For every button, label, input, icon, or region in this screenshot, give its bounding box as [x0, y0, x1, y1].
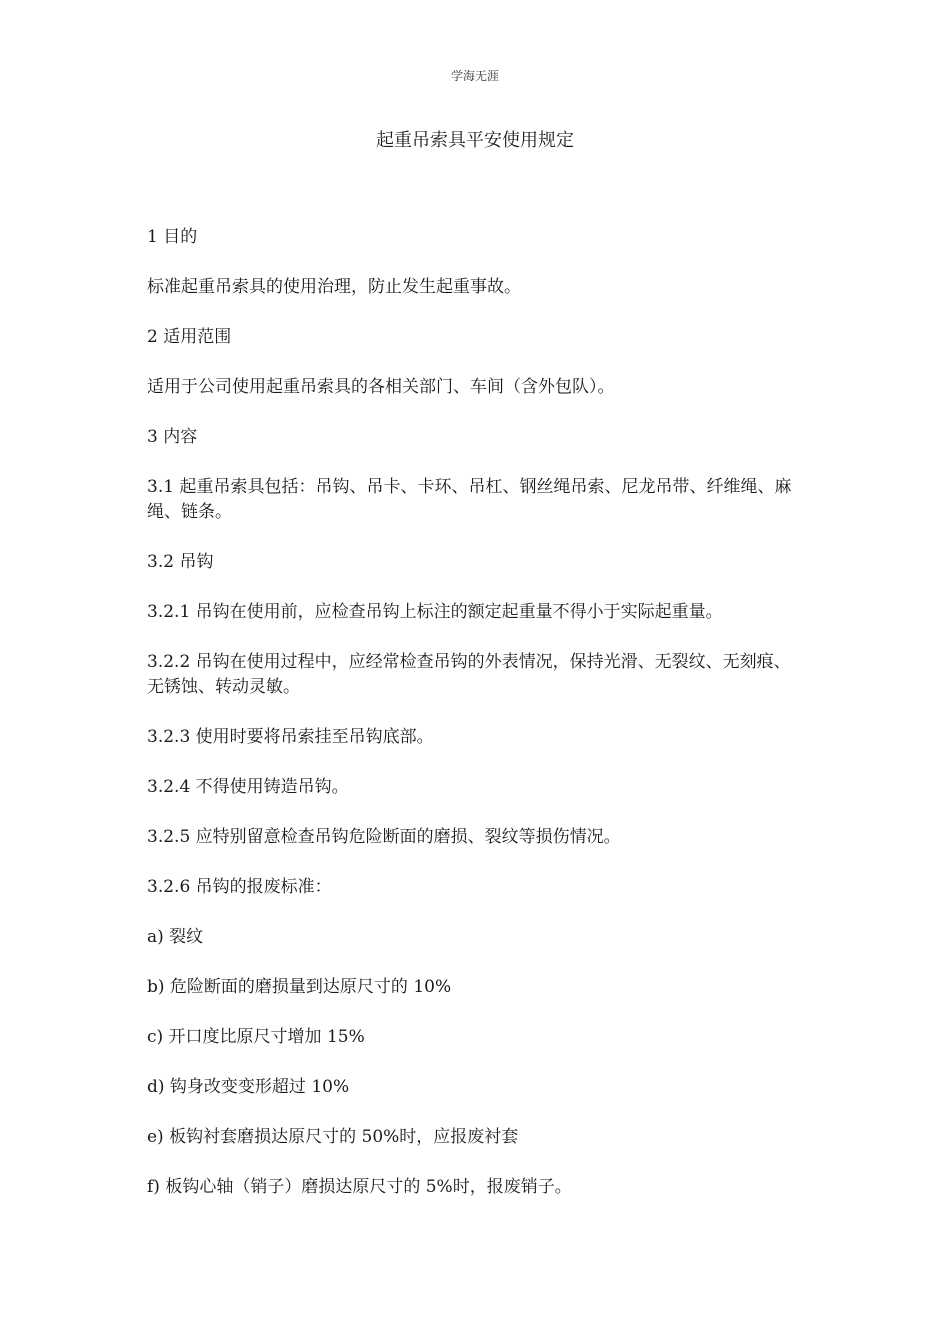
page-header: 学海无涯: [450, 69, 499, 83]
paragraph-3-2-2: 3.2.2 吊钩在使用过程中，应经常检查吊钩的外表情况，保持光滑、无裂纹、无刻痕、无锈蚀、转动灵敏。: [147, 652, 791, 697]
subsection-heading-hook: 3.2 吊钩: [147, 552, 214, 572]
section-heading-content: 3 内容: [147, 427, 198, 447]
paragraph-3-2-3: 3.2.3 使用时要将吊索挂至吊钩底部。: [147, 727, 434, 747]
document-body: [147, 225, 807, 1225]
paragraph-3-2-4: 3.2.4 不得使用铸造吊钩。: [147, 777, 349, 797]
list-item-a: a) 裂纹: [147, 927, 204, 947]
list-item-b: b) 危险断面的磨损量到达原尺寸的 10%: [147, 977, 452, 997]
section-heading-purpose: 1 目的: [147, 227, 198, 247]
list-item-e: e) 板钩衬套磨损达原尺寸的 50%时，应报废衬套: [147, 1127, 519, 1147]
paragraph-3-2-6: 3.2.6 吊钩的报废标准：: [147, 877, 332, 897]
section-heading-scope: 2 适用范围: [147, 327, 232, 347]
document-title: 起重吊索具平安使用规定: [376, 130, 574, 151]
paragraph-scope: 适用于公司使用起重吊索具的各相关部门、车间（含外包队）。: [147, 377, 615, 397]
paragraph-3-2-1: 3.2.1 吊钩在使用前，应检查吊钩上标注的额定起重量不得小于实际起重量。: [147, 602, 723, 622]
list-item-d: d) 钩身改变变形超过 10%: [147, 1077, 350, 1097]
list-item-c: c) 开口度比原尺寸增加 15%: [147, 1027, 365, 1047]
paragraph-3-1: 3.1 起重吊索具包括：吊钩、吊卡、卡环、吊杠、钢丝绳吊索、尼龙吊带、纤维绳、麻绳、链条。: [147, 477, 792, 522]
paragraph-purpose: 标准起重吊索具的使用治理，防止发生起重事故。: [147, 277, 521, 297]
list-item-f: f) 板钩心轴（销子）磨损达原尺寸的 5%时，报废销子。: [147, 1177, 572, 1197]
paragraph-3-2-5: 3.2.5 应特别留意检查吊钩危险断面的磨损、裂纹等损伤情况。: [147, 827, 621, 847]
